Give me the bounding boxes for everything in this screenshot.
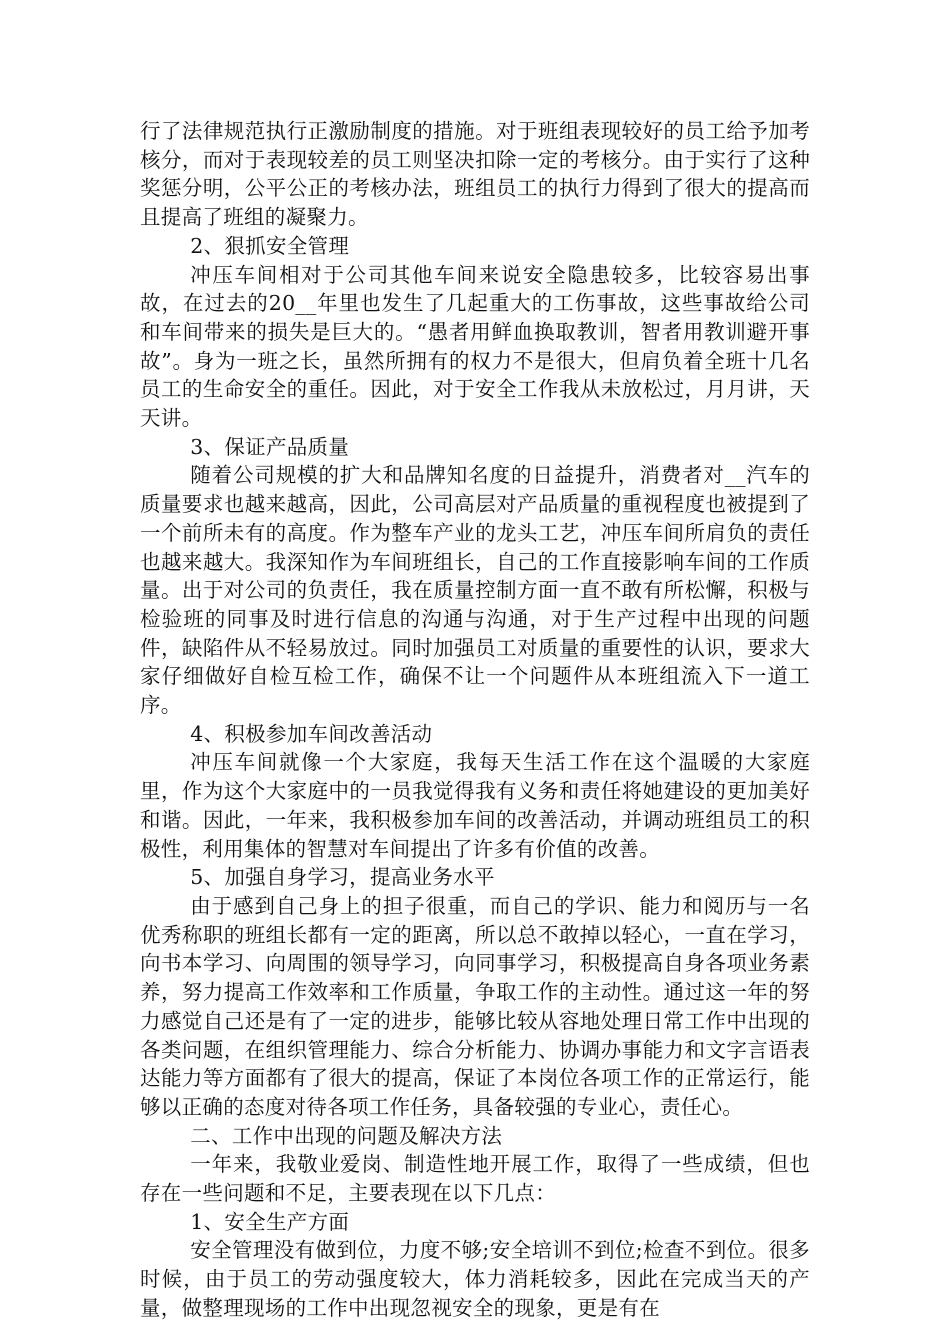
- section-heading-safety-production: 1、安全生产方面: [190, 1209, 350, 1234]
- section-heading-product-quality: 3、保证产品质量: [190, 434, 350, 459]
- section-heading-improvement-activities: 4、积极参加车间改善活动: [190, 721, 433, 746]
- paragraph-product-quality: 随着公司规模的扩大和品牌知名度的日益提升，消费者对__汽车的质量要求也越来越高，因此，公司高层对产品质量的重视程度也被提到了一个前所未有的高度。作为整车产业的龙头工艺，冲压车间所肩负的责任也越来越大。我深知作为车间班组长，自己的工作直接影响车间的工作质量。出于对公司的负责任，我在质量控制方面一直不敢有所松懈，积极与检验班的同事及时进行信息的沟通与沟通，对于生产过程中出现的问题件，缺陷件从不轻易放过。同时加强员工对质量的重要性的认识，要求大家仔细做好自检互检工作，确保不让一个问题件从本班组流入下一道工序。: [140, 463, 810, 718]
- document-body: [140, 117, 810, 1323]
- section-heading-safety-management: 2、狠抓安全管理: [190, 233, 350, 258]
- paragraph-problems-intro: 一年来，我敬业爱岗、制造性地开展工作，取得了一些成绩，但也存在一些问题和不足，主要表现在以下几点：: [140, 1152, 810, 1206]
- paragraph-continued: 行了法律规范执行正激励制度的措施。对于班组表现较好的员工给予加考核分，而对于表现较差的员工则坚决扣除一定的考核分。由于实行了这种奖惩分明，公平公正的考核办法，班组员工的执行力得到了很大的提高而且提高了班组的凝聚力。: [140, 119, 810, 230]
- section-heading-problems-solutions: 二、工作中出现的问题及解决方法: [190, 1123, 503, 1148]
- paragraph-safety-production: 安全管理没有做到位，力度不够;安全培训不到位;检查不到位。很多时候，由于员工的劳动强度较大，体力消耗较多，因此在完成当天的产量，做整理现场的工作中出现忽视安全的现象，更是有在: [140, 1238, 810, 1320]
- paragraph-improvement-activities: 冲压车间就像一个大家庭，我每天生活工作在这个温暖的大家庭里，作为这个大家庭中的一员我觉得我有义务和责任将她建设的更加美好和谐。因此，一年来，我积极参加车间的改善活动，并调动班组员工的积极性，利用集体的智慧对车间提出了许多有价值的改善。: [140, 750, 810, 861]
- section-heading-self-study: 5、加强自身学习，提高业务水平: [190, 865, 495, 890]
- paragraph-safety-management: 冲压车间相对于公司其他车间来说安全隐患较多，比较容易出事故，在过去的20__年里也发生了几起重大的工伤事故，这些事故给公司和车间带来的损失是巨大的。“愚者用鲜血换取教训，智者用教训避开事故”。身为一班之长，虽然所拥有的权力不是很大，但肩负着全班十几名员工的生命安全的重任。因此，对于安全工作我从未放松过，月月讲，天天讲。: [140, 262, 810, 431]
- paragraph-self-study: 由于感到自己身上的担子很重，而自己的学识、能力和阅历与一名优秀称职的班组长都有一定的距离，所以总不敢掉以轻心，一直在学习，向书本学习、向周围的领导学习，向同事学习，积极提高自身各项业务素养，努力提高工作效率和工作质量，争取工作的主动性。通过这一年的努力感觉自己还是有了一定的进步，能够比较从容地处理日常工作中出现的各类问题，在组织管理能力、综合分析能力、协调办事能力和文字言语表达能力等方面都有了很大的提高，保证了本岗位各项工作的正常运行，能够以正确的态度对待各项工作任务，具备较强的专业心，责任心。: [140, 893, 810, 1119]
